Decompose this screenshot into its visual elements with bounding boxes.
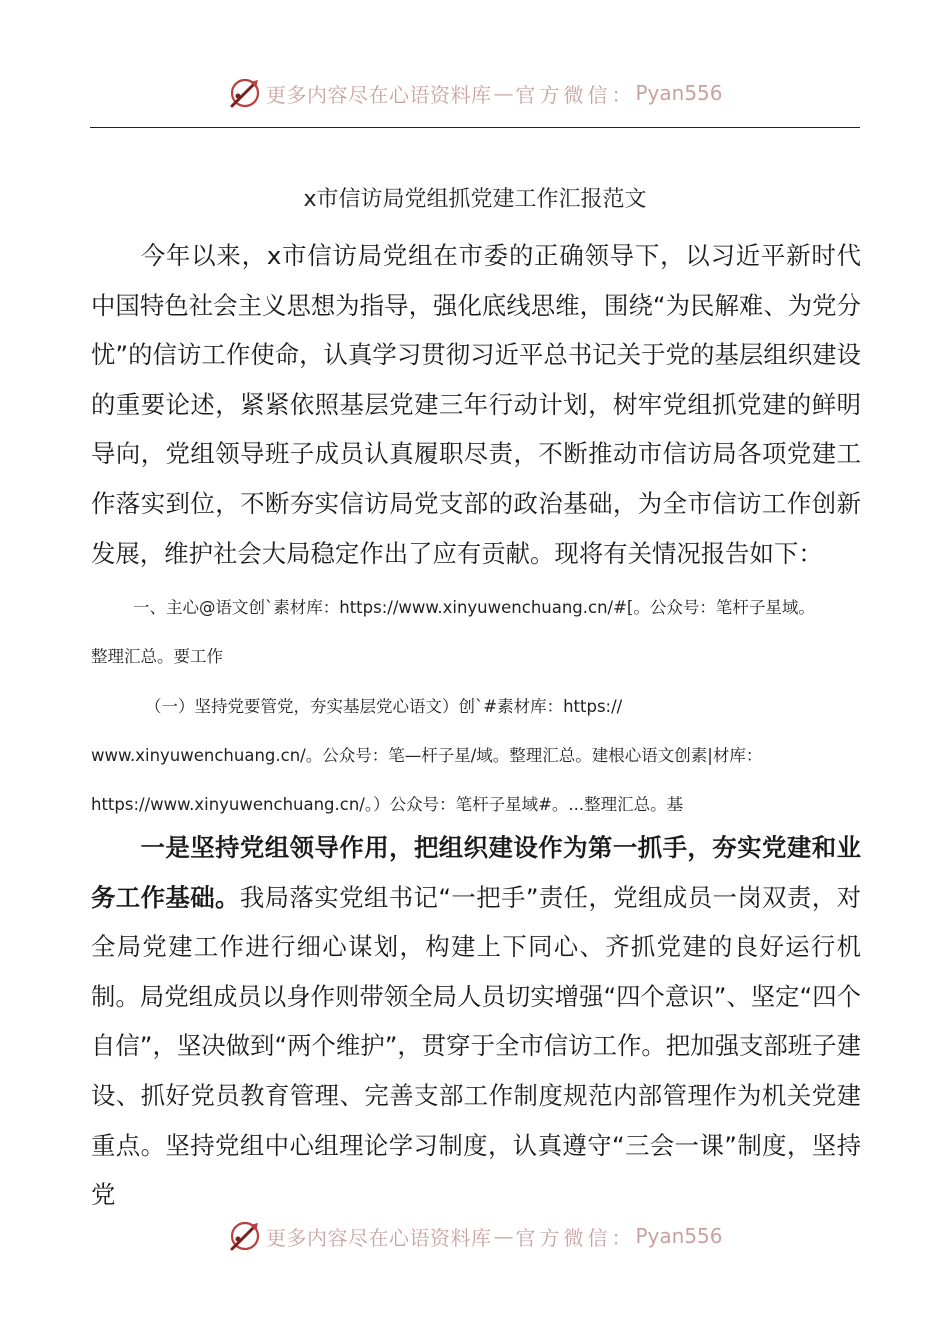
header-banner xyxy=(0,73,950,113)
subsection1-line1: （一）坚持党要管党，夯实基层党心语文）创`#素材库：https:// xyxy=(145,697,623,716)
footer-banner xyxy=(0,1216,950,1256)
subsection1-line2: www.xinyuwenchuang.cn/。公众号：笔—杆子星/域。整理汇总。建根心语文创素|材库： xyxy=(91,746,763,765)
footer-dash: — xyxy=(493,1224,514,1248)
subsection1-line3: https://www.xinyuwenchuang.cn/。）公众号：笔杆子星域#。...整理汇总。基 xyxy=(91,795,684,814)
banner-slogan: 更多内容尽在心语资料库 xyxy=(266,82,492,107)
pen-logo-icon xyxy=(228,1219,262,1253)
section1-heading-line2: 整理汇总。要工作 xyxy=(91,647,223,666)
point1-text: 我局落实党组书记“一把手”责任，党组成员一岗双责，对全局党建工作进行细心谋划，构建上下同心、齐抓党建的良好运行机制。局党组成员以身作则带领全局人员切实增强“四个意识”、坚定“四个自信”，坚决做到“两个维护”，贯穿于全市信访工作。把加强支部班子建设、抓好党员教育管理、完善支部工作制度规范内部管理作为机关党建重点。坚持党组中心组理论学习制度，认真遵守“三会一课”制度，坚持党 xyxy=(91,882,861,1210)
footer-wechat-id: Pyan556 xyxy=(635,1224,723,1248)
point1-paragraph xyxy=(91,823,861,1220)
pen-logo-icon xyxy=(228,76,262,110)
intro-text: 今年以来，x市信访局党组在市委的正确领导下，以习近平新时代中国特色社会主义思想为指导，强化底线思维，围绕“为民解难、为党分忧”的信访工作使命，认真学习贯彻习近平总书记关于党的基层组织建设的重要论述，紧紧依照基层党建三年行动计划，树牢党组抓党建的鲜明导向，党组领导班子成员认真履职尽责，不断推动市信访局各项党建工作落实到位，不断夯实信访局党支部的政治基础，为全市信访工作创新发展，维护社会大局稳定作出了应有贡献。现将有关情况报告如下： xyxy=(91,241,861,568)
section1-heading-line1: 一、主心@语文创`素材库：https://www.xinyuwenchuang.cn/#[。公众号：笔杆子星域。 xyxy=(133,598,815,617)
intro-paragraph xyxy=(91,231,861,578)
footer-wechat-label: 官方微信： xyxy=(515,1225,636,1250)
banner-wechat-id: Pyan556 xyxy=(635,81,723,105)
point1-lead: 一是坚持党组领导作用，把组织建设作为第一抓手，夯实党建和业务工作基础。 xyxy=(91,833,861,912)
document-title: x市信访局党组抓党建工作汇报范文 xyxy=(303,187,647,212)
header-rule xyxy=(90,127,860,128)
banner-dash: — xyxy=(493,81,514,105)
banner-wechat-label: 官方微信： xyxy=(515,82,636,107)
footer-slogan: 更多内容尽在心语资料库 xyxy=(266,1225,492,1250)
